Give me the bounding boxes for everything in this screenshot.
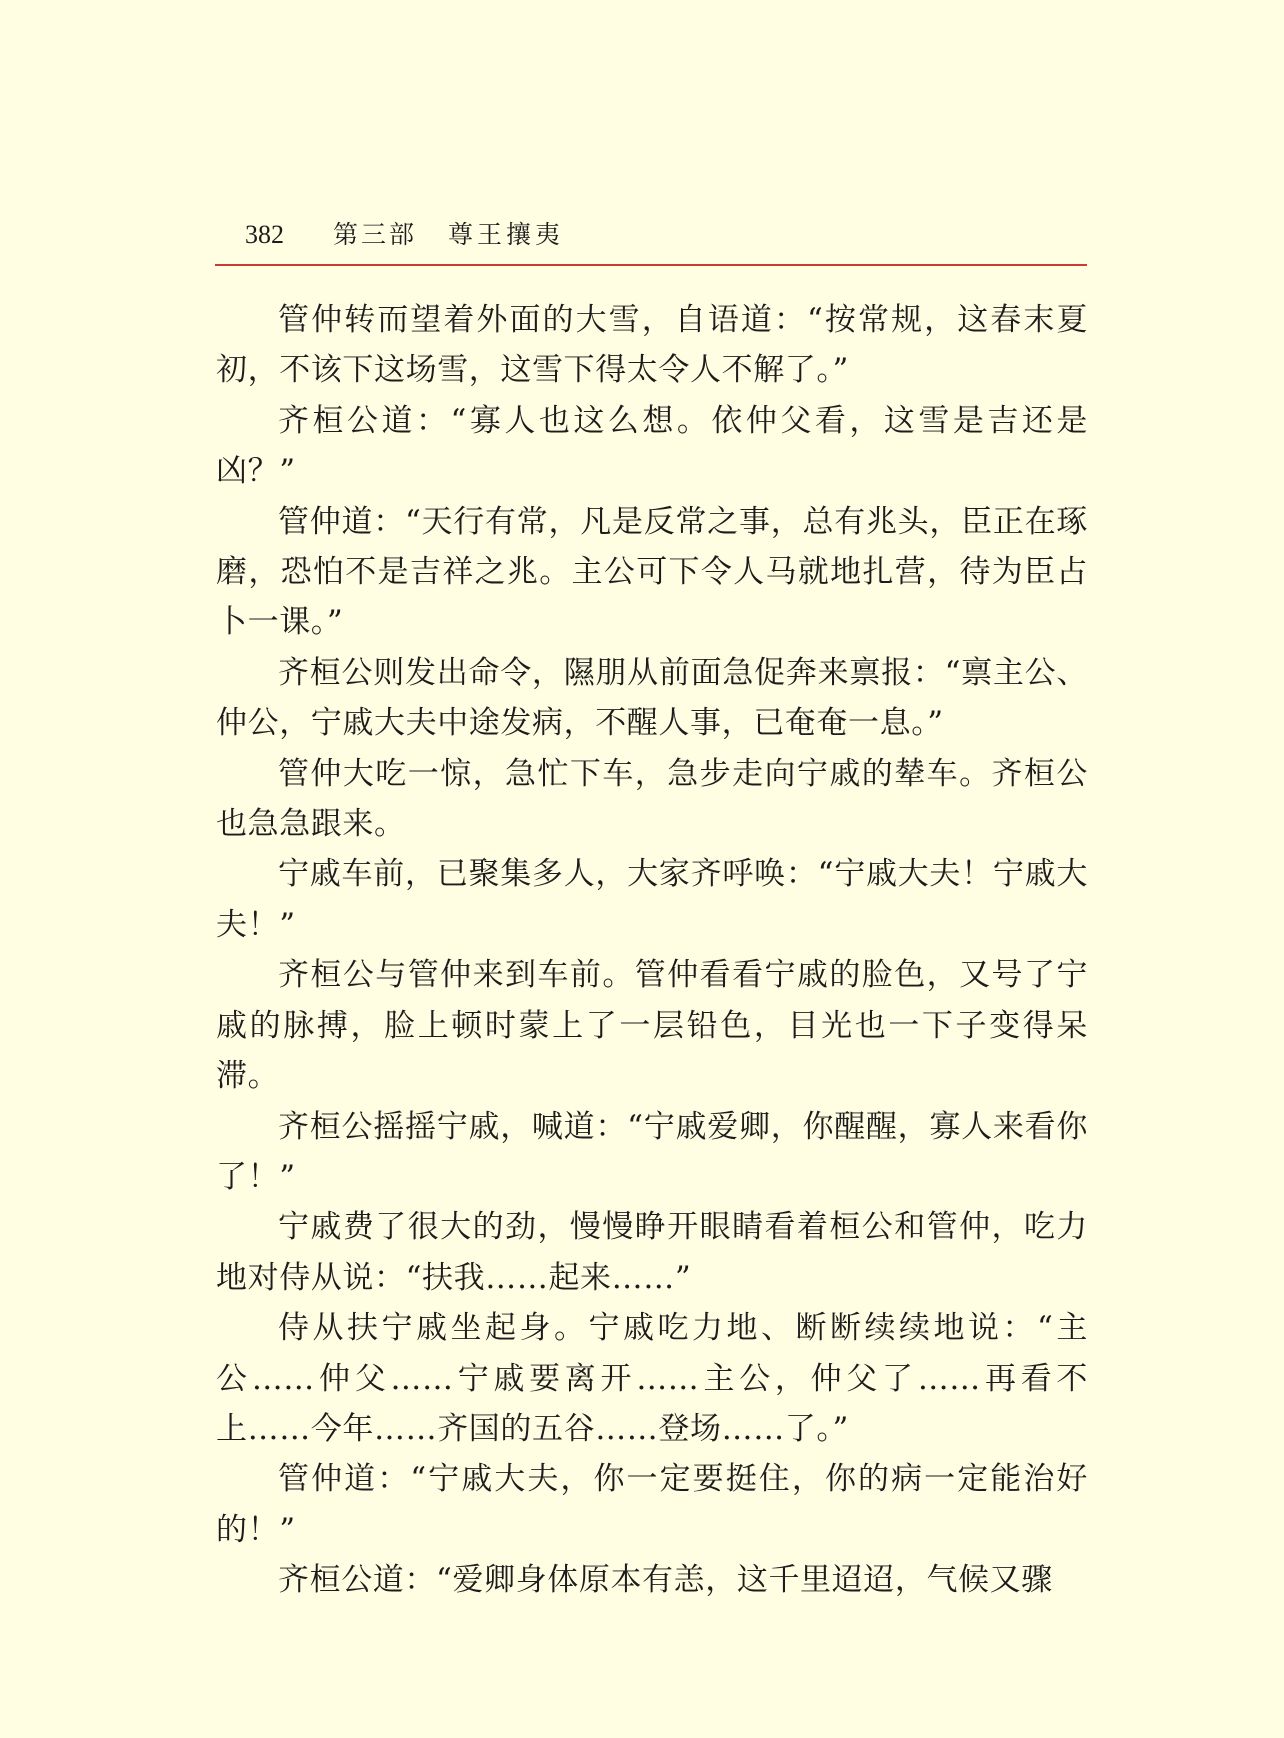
paragraph: 齐桓公摇摇宁戚，喊道：“宁戚爱卿，你醒醒，寡人来看你了！”	[216, 1108, 1088, 1195]
body-text	[216, 295, 1088, 1606]
paragraph: 管仲大吃一惊，急忙下车，急步走向宁戚的辇车。齐桓公也急急跟来。	[216, 755, 1088, 843]
paragraph: 管仲道：“天行有常，凡是反常之事，总有兆头，臣正在琢磨，恐怕不是吉祥之兆。主公可下令人马就地扎营，待为臣占卜一课。”	[216, 503, 1088, 641]
page-number: 382	[245, 220, 284, 249]
paragraph: 管仲转而望着外面的大雪，自语道：“按常规，这春末夏初，不该下这场雪，这雪下得太令人不解了。”	[216, 302, 1088, 389]
paragraph: 侍从扶宁戚坐起身。宁戚吃力地、断断续续地说：“主公……仲父……宁戚要离开……主公，仲父了……再看不上……今年……齐国的五谷……登场……了。”	[216, 1310, 1088, 1447]
paragraph: 宁戚车前，已聚集多人，大家齐呼唤：“宁戚大夫！宁戚大夫！”	[216, 856, 1088, 943]
paragraph: 宁戚费了很大的劲，慢慢睁开眼睛看着桓公和管仲，吃力地对侍从说：“扶我……起来……”	[216, 1209, 1088, 1296]
paragraph: 齐桓公则发出命令，隰朋从前面急促奔来禀报：“禀主公、仲公，宁戚大夫中途发病，不醒人事，已奄奄一息。”	[216, 654, 1088, 742]
paragraph: 齐桓公道：“寡人也这么想。依仲父看，这雪是吉还是凶？”	[216, 402, 1088, 490]
paragraph: 齐桓公道：“爱卿身体原本有恙，这千里迢迢，气候又骤	[278, 1562, 1053, 1599]
part-title: 第三部	[333, 220, 418, 249]
chapter-title: 尊王攘夷	[448, 220, 565, 249]
paragraph: 齐桓公与管仲来到车前。管仲看看宁戚的脸色，又号了宁戚的脉搏，脸上顿时蒙上了一层铅色，目光也一下子变得呆滞。	[216, 957, 1088, 1095]
paragraph: 管仲道：“宁戚大夫，你一定要挺住，你的病一定能治好的！”	[216, 1461, 1088, 1548]
header-divider	[215, 264, 1087, 266]
running-header	[215, 218, 1087, 252]
